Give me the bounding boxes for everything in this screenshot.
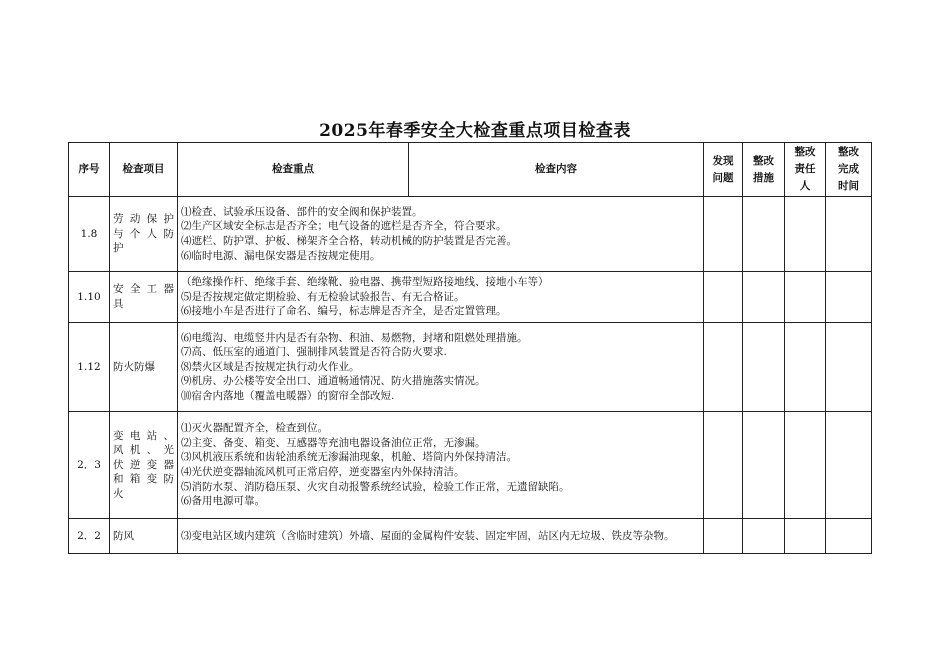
row-item: 防风: [110, 519, 178, 554]
row-content: ⑴灭火器配置齐全，检查到位。 ⑵主变、备变、箱变、互感器等充油电器设备油位正常，无渗漏。 ⑶风机液压系统和齿轮油系统无渗漏油现象，机舱、塔筒内外保持清洁。 ⑷光伏逆变器轴流风机可正常启停，逆变器室内外保持清洁。 ⑸消防水泵、消防稳压泵、火灾自动报警系统经试验，检验工作正常，无遗留缺陷。 ⑹备用电源可靠。: [178, 412, 704, 519]
row-seq: 2．3: [69, 412, 110, 519]
measure-cell[interactable]: [743, 272, 785, 323]
header-owner: 整改 责任 人: [785, 143, 826, 197]
table-row: [69, 323, 872, 412]
owner-cell[interactable]: [785, 323, 826, 412]
owner-cell[interactable]: [785, 272, 826, 323]
row-item: 防火防爆: [110, 323, 178, 412]
measure-cell[interactable]: [743, 519, 785, 554]
table-row: [69, 197, 872, 272]
header-found: 发现 问题: [704, 143, 743, 197]
measure-cell[interactable]: [743, 323, 785, 412]
owner-cell[interactable]: [785, 412, 826, 519]
found-cell[interactable]: [704, 519, 743, 554]
inspection-table: [68, 142, 872, 554]
header-time: 整改 完成 时间: [826, 143, 872, 197]
found-cell[interactable]: [704, 323, 743, 412]
row-seq: 2．2: [69, 519, 110, 554]
header-focus: 检查重点: [178, 143, 409, 197]
header-seq: 序号: [69, 143, 110, 197]
row-seq: 1.10: [69, 272, 110, 323]
row-seq: 1.8: [69, 197, 110, 272]
header-row: [69, 143, 872, 197]
row-content: ⑶变电站区域内建筑（含临时建筑）外墙、屋面的金属构件安装、固定牢固，站区内无垃圾、铁皮等杂物。: [178, 519, 704, 554]
row-item: 安全工器 具: [110, 272, 178, 323]
page-title: 2025年春季安全大检查重点项目检查表: [319, 121, 631, 141]
time-cell[interactable]: [826, 519, 872, 554]
row-item: 变电站、 风机、光 伏逆变器 和箱变防 火: [110, 412, 178, 519]
found-cell[interactable]: [704, 197, 743, 272]
time-cell[interactable]: [826, 197, 872, 272]
time-cell[interactable]: [826, 323, 872, 412]
row-content: （绝缘操作杆、绝缘手套、绝缘靴、验电器、携带型短路接地线、接地小车等） ⑸是否按规定做定期检验、有无检验试验报告、有无合格证。 ⑹接地小车是否进行了命名、编号，标志牌是否齐全，是否定置管理。: [178, 272, 704, 323]
found-cell[interactable]: [704, 412, 743, 519]
time-cell[interactable]: [826, 272, 872, 323]
measure-cell[interactable]: [743, 197, 785, 272]
row-item: 劳动保护 与个人防 护: [110, 197, 178, 272]
table-row: [69, 519, 872, 554]
table-row: [69, 412, 872, 519]
table-row: [69, 272, 872, 323]
time-cell[interactable]: [826, 412, 872, 519]
row-content: ⑹电缆沟、电缆竖井内是否有杂物、积油、易燃物，封堵和阻燃处理措施。 ⑺高、低压室的通道门、强制排风装置是否符合防火要求. ⑻禁火区域是否按规定执行动火作业。 ⑼机房、办公楼等安全出口、通道畅通情况、防火措施落实情况。 ⑽宿舍内落地（覆盖电暖器）的窗帘全部改短.: [178, 323, 704, 412]
header-measure: 整改 措施: [743, 143, 785, 197]
found-cell[interactable]: [704, 272, 743, 323]
header-content: 检查内容: [409, 143, 704, 197]
row-seq: 1.12: [69, 323, 110, 412]
owner-cell[interactable]: [785, 519, 826, 554]
row-content: ⑴检查、试验承压设备、部件的安全阀和保护装置。 ⑵生产区域安全标志是否齐全；电气设备的遮栏是否齐全，符合要求。 ⑷遮栏、防护罩、护板、梯架齐全合格，转动机械的防护装置是否完善。 ⑹临时电源、漏电保安器是否按规定使用。: [178, 197, 704, 272]
owner-cell[interactable]: [785, 197, 826, 272]
header-item: 检查项目: [110, 143, 178, 197]
measure-cell[interactable]: [743, 412, 785, 519]
